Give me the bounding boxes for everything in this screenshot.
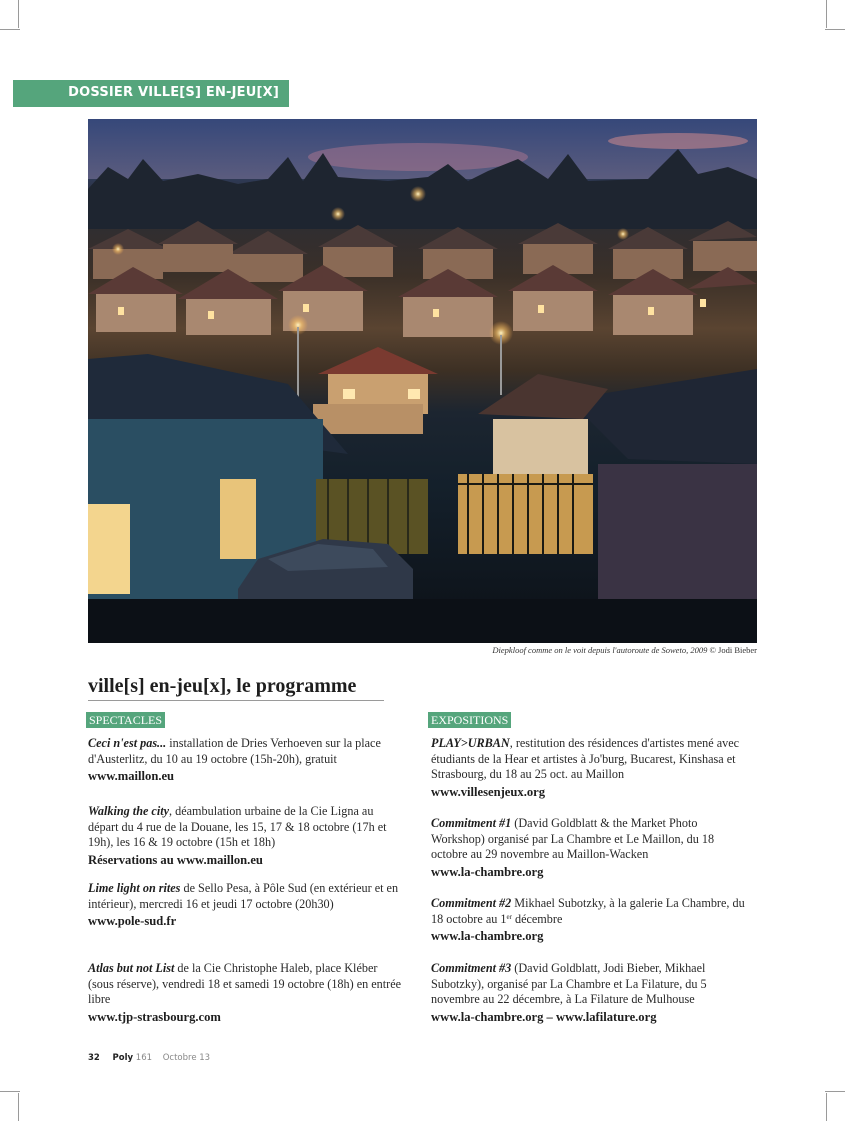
list-item [431, 961, 749, 1025]
list-item [88, 881, 406, 930]
entry-title: Commitment #1 [431, 816, 512, 830]
entry-link[interactable]: www.tjp-strasbourg.com [88, 1009, 221, 1024]
title-rule [88, 700, 384, 701]
superscript: er [506, 912, 512, 921]
entry-text: (David Goldblatt & the Market Photo Workshop) organisé par La Chambre et Le Maillon, du 18 octobre au 29 novembre au Maillon-Wacken [431, 816, 715, 861]
caption-text: Diepkloof comme on le voit depuis l'autoroute de Soweto, 2009 [492, 645, 708, 655]
crop-mark [826, 1093, 827, 1121]
dossier-banner [13, 80, 289, 107]
entry-title: Commitment #3 [431, 961, 512, 975]
night-township-photo [88, 119, 757, 643]
photo-credit: © Jodi Bieber [709, 645, 757, 655]
entry-text-after: décembre [511, 911, 563, 926]
entry-link[interactable]: www.la-chambre.org [431, 929, 544, 943]
list-item [431, 816, 749, 880]
entry-title: Atlas but not List [88, 961, 175, 975]
entry-title: Lime light on rites [88, 881, 181, 895]
page-footer [88, 1053, 210, 1063]
entry-link[interactable]: www.maillon.eu [88, 769, 175, 783]
entry-title: PLAY>URBAN [431, 736, 510, 750]
entry-text: installation de Dries Verhoeven sur la place d'Austerlitz, du 10 au 19 octobre (15h-20h), gratuit [88, 736, 381, 766]
entry-link[interactable]: Réservations au www.maillon.eu [88, 852, 263, 867]
programme-title: ville[s] en-jeu[x], le programme [88, 675, 357, 697]
crop-mark [825, 29, 845, 30]
photo-caption [492, 645, 757, 655]
crop-mark [825, 1091, 845, 1092]
spectacles-tag: SPECTACLES [86, 712, 165, 728]
issue-date: Octobre 13 [162, 1053, 211, 1063]
entry-link[interactable]: www.la-chambre.org – www.lafilature.org [431, 1009, 657, 1024]
list-item [88, 804, 406, 868]
crop-mark [826, 0, 827, 28]
entry-text: , restitution des résidences d'artistes mené avec étudiants de la Hear et artistes à Jo'burg, Bucarest, Kinshasa et Strasbourg, du 18 au 25 oct. au Maillon [431, 736, 740, 781]
list-item [88, 961, 406, 1025]
crop-mark [0, 1091, 20, 1092]
entry-title: Walking the city [88, 804, 170, 818]
entry-text: (David Goldblatt, Jodi Bieber, Mikhael Subotzky), organisé par La Chambre et La Filature, du 5 novembre au 22 décembre, à La Filature de Mulhouse [431, 961, 707, 1006]
list-item [431, 896, 749, 945]
entry-link[interactable]: www.la-chambre.org [431, 864, 544, 879]
entry-title: Commitment #2 [431, 896, 512, 910]
crop-mark [18, 1093, 19, 1121]
list-item [431, 736, 749, 800]
crop-mark [18, 0, 19, 28]
expositions-tag: EXPOSITIONS [428, 712, 511, 728]
entry-text: de Sello Pesa, à Pôle Sud (en extérieur et en intérieur), mercredi 16 et jeudi 17 octobre (20h30) [88, 881, 399, 911]
entry-link[interactable]: www.pole-sud.fr [88, 914, 177, 928]
entry-link[interactable]: www.villesenjeux.org [431, 784, 546, 799]
dossier-label: DOSSIER VILLE[S] EN-JEU[X] [68, 85, 279, 100]
entry-title: Ceci n'est pas... [88, 736, 167, 750]
entry-text: de la Cie Christophe Haleb, place Kléber (sous réserve), vendredi 18 et samedi 19 octobre (18h) en entrée libre [88, 961, 402, 1006]
photo-illustration [88, 119, 757, 643]
list-item [88, 736, 406, 785]
page-number: 32 [88, 1053, 100, 1063]
issue-number: 161 [135, 1053, 153, 1063]
entry-text: , déambulation urbaine de la Cie Ligna au départ du 4 rue de la Douane, les 15, 17 & 18 octobre (17h et 19h), les 16 & 19 octobre (15h et 18h) [88, 804, 387, 849]
entry-text: Mikhael Subotzky, à la galerie La Chambre, du 18 octobre au 1 [431, 896, 745, 926]
magazine-name: Poly [112, 1053, 134, 1063]
crop-mark [0, 29, 20, 30]
